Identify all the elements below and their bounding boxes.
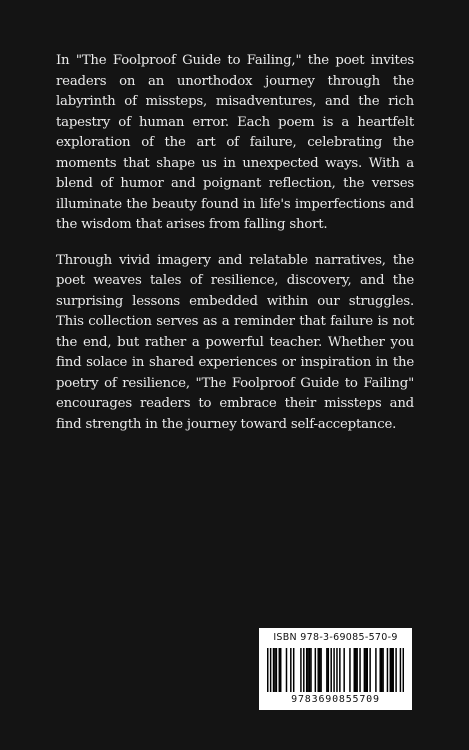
barcode-bar: [369, 648, 370, 692]
barcode-bar: [365, 648, 366, 692]
barcode-bar: [320, 648, 321, 692]
barcode-bar: [390, 648, 391, 692]
barcode-bar: [364, 648, 365, 692]
barcode-bar: [356, 648, 357, 692]
barcode-bar: [403, 648, 404, 692]
barcode-bar: [375, 648, 376, 692]
barcode-bar: [379, 648, 380, 692]
barcode-bar: [400, 648, 401, 692]
barcode-bar: [336, 648, 337, 692]
barcode-bar: [359, 648, 360, 692]
barcode-bar: [355, 648, 356, 692]
barcode-bar: [276, 648, 277, 692]
barcode-bar: [395, 648, 396, 692]
blurb-paragraph-2: Through vivid imagery and relatable narratives, the poet weaves tales of resilience, discovery, and the surprising lessons embedded within our struggles. This collection serves as a reminder that failure is not the end, but rather a powerful teacher. Whether you find solace in shared experiences or inspiration in the poetry of resilience, "The Foolproof Guide to Failing" encourages readers to embrace their missteps and find strength in the journey toward self-acceptance.: [56, 252, 414, 432]
barcode-bar: [279, 648, 280, 692]
barcode-bar: [310, 648, 311, 692]
barcode-bar: [300, 648, 301, 692]
barcode-bar: [309, 648, 310, 692]
barcode-bar: [274, 648, 275, 692]
barcode-bar: [280, 648, 281, 692]
barcode-bar: [330, 648, 331, 692]
barcode-bar: [303, 648, 304, 692]
barcode-bar: [273, 648, 274, 692]
barcode-bar: [367, 648, 368, 692]
barcode-bar: [267, 648, 268, 692]
barcode-bar: [306, 648, 307, 692]
barcode-bar: [326, 648, 327, 692]
barcode-bar: [333, 648, 334, 692]
barcode-bar: [286, 648, 287, 692]
barcode-bar: [354, 648, 355, 692]
blurb-paragraph-1: In "The Foolproof Guide to Failing," the poet invites readers on an unorthodox journey through the labyrinth of missteps, misadventures, and the rich tapestry of human error. Each poem is a heartfelt exploration of the art of failure, celebrating the moments that shape us in unexpected ways. With a blend of humor and poignant reflection, the verses illuminate the beauty found in life's imperfections and the wisdom that arises from falling short.: [56, 53, 414, 232]
barcode-bar: [387, 648, 388, 692]
barcode-bar: [270, 648, 271, 692]
barcode-bar: [293, 648, 294, 692]
isbn-barcode: [259, 628, 412, 710]
back-cover-blurb: [56, 51, 414, 450]
barcode-bar: [392, 648, 393, 692]
barcode-bar: [391, 648, 392, 692]
barcode-bar: [382, 648, 383, 692]
barcode-bar: [381, 648, 382, 692]
isbn-label: ISBN 978-3-69085-570-9: [273, 632, 398, 643]
barcode-bars: [267, 648, 404, 692]
barcode-bar: [343, 648, 344, 692]
barcode-bar: [307, 648, 308, 692]
barcode-bar: [319, 648, 320, 692]
barcode-bar: [315, 648, 316, 692]
barcode-bar: [349, 648, 350, 692]
barcode-bar: [328, 648, 329, 692]
barcode-bar: [317, 648, 318, 692]
isbn-digits: 9783690855709: [291, 694, 380, 705]
barcode-bar: [290, 648, 291, 692]
barcode-bar: [339, 648, 340, 692]
